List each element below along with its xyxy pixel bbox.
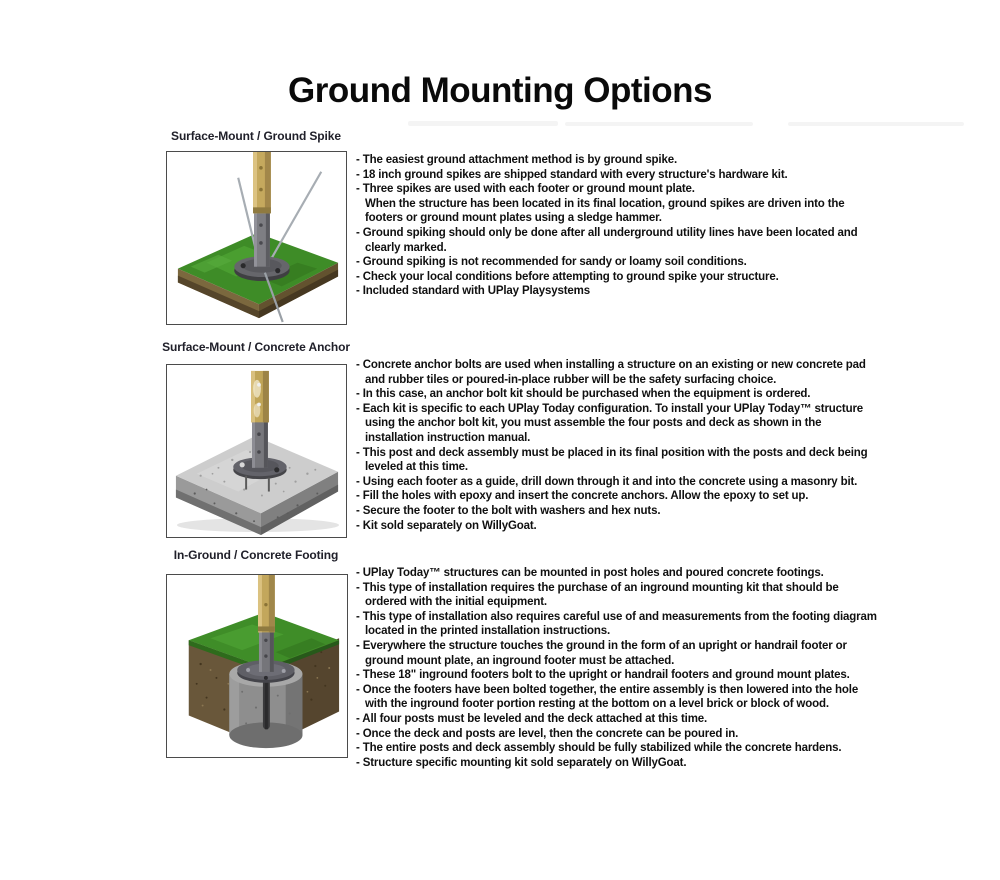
bullet-item: - The entire posts and deck assembly should be fully stabilized while the concrete hardens.: [356, 742, 842, 755]
bullet-item: - Kit sold separately on WillyGoat.: [356, 519, 537, 532]
bullet-item: - Concrete anchor bolts are used when installing a structure on an existing or new concrete pad and rubber tiles or poured-in-place rubber will be the safety surfacing choice.: [356, 359, 866, 386]
bullet-item: - This post and deck assembly must be placed in its final position with the posts and deck being leveled at this time.: [356, 446, 868, 474]
bullet-item: - UPlay Today™ structures can be mounted in post holes and poured concrete footings.: [356, 567, 824, 579]
bullet-item: - 18 inch ground spikes are shipped standard with every structure's hardware kit.: [356, 168, 788, 181]
section-heading-inground-footing: In-Ground / Concrete Footing: [173, 548, 339, 562]
inground-footing-art: [167, 575, 347, 757]
ground-spike-illustration: [166, 151, 347, 325]
concrete-anchor-illustration: [166, 364, 347, 538]
bullet-item: - Using each footer as a guide, drill down through it and into the concrete using a masonry bit.: [356, 475, 858, 488]
bullet-list-inground-footing: [356, 566, 880, 770]
bullet-item: - These 18" inground footers bolt to the upright or handrail footers and ground mount plates.: [356, 669, 850, 682]
bullet-list-concrete-anchor: [356, 358, 880, 533]
bullet-item: - This type of installation also requires careful use of and measurements from the footing diagram located in the printed installation instructions.: [356, 610, 877, 638]
bullet-item: - Once the footers have been bolted together, the entire assembly is then lowered into the hole with the inground footer portion resting at the bottom on a level brick or block of wood.: [356, 683, 859, 711]
page-title: Ground Mounting Options: [288, 71, 712, 111]
bullet-item: - Three spikes are used with each footer or ground mount plate.: [356, 183, 695, 196]
erased-text-artifact: [408, 121, 558, 126]
bullet-item: - Each kit is specific to each UPlay Today configuration. To install your UPlay Today™ structure using the anchor bolt kit, you must assemble the four posts and deck as shown in the installation instruction manual.: [356, 402, 864, 444]
bullet-item: - Secure the footer to the bolt with washers and hex nuts.: [356, 504, 661, 517]
ground-spike-art: [167, 152, 346, 324]
bullet-item: - Fill the holes with epoxy and insert the concrete anchors. Allow the epoxy to set up.: [356, 490, 809, 503]
bullet-item: When the structure has been located in its final location, ground spikes are driven into the footers or ground mount plates using a sledge hammer.: [365, 197, 845, 225]
concrete-anchor-art: [167, 365, 346, 537]
erased-text-artifact: [788, 122, 964, 126]
section-heading-concrete-anchor: Surface-Mount / Concrete Anchor: [162, 340, 350, 354]
bullet-item: - In this case, an anchor bolt kit should be purchased when the equipment is ordered.: [356, 388, 811, 401]
bullet-item: - Included standard with UPlay Playsystems: [356, 285, 590, 298]
inground-footing-illustration: [166, 574, 348, 758]
section-heading-ground-spike: Surface-Mount / Ground Spike: [171, 129, 341, 143]
bullet-item: - The easiest ground attachment method is by ground spike.: [356, 154, 678, 166]
bullet-item: - Ground spiking is not recommended for sandy or loamy soil conditions.: [356, 256, 747, 269]
bullet-item: - Once the deck and posts are level, then the concrete can be poured in.: [356, 727, 739, 740]
bullet-item: - Structure specific mounting kit sold separately on WillyGoat.: [356, 756, 687, 769]
bullet-item: - All four posts must be leveled and the deck attached at this time.: [356, 712, 708, 725]
bullet-item: - This type of installation requires the purchase of an inground mounting kit that should be ordered with the initial equipment.: [356, 581, 839, 609]
bullet-item: - Check your local conditions before attempting to ground spike your structure.: [356, 270, 779, 283]
erased-text-artifact: [565, 122, 753, 126]
bullet-list-ground-spike: [356, 153, 880, 299]
bullet-item: - Everywhere the structure touches the ground in the form of an upright or handrail footer or ground mount plate, an inground footer must be attached.: [356, 639, 847, 667]
bullet-item: - Ground spiking should only be done after all underground utility lines have been located and clearly marked.: [356, 226, 858, 254]
